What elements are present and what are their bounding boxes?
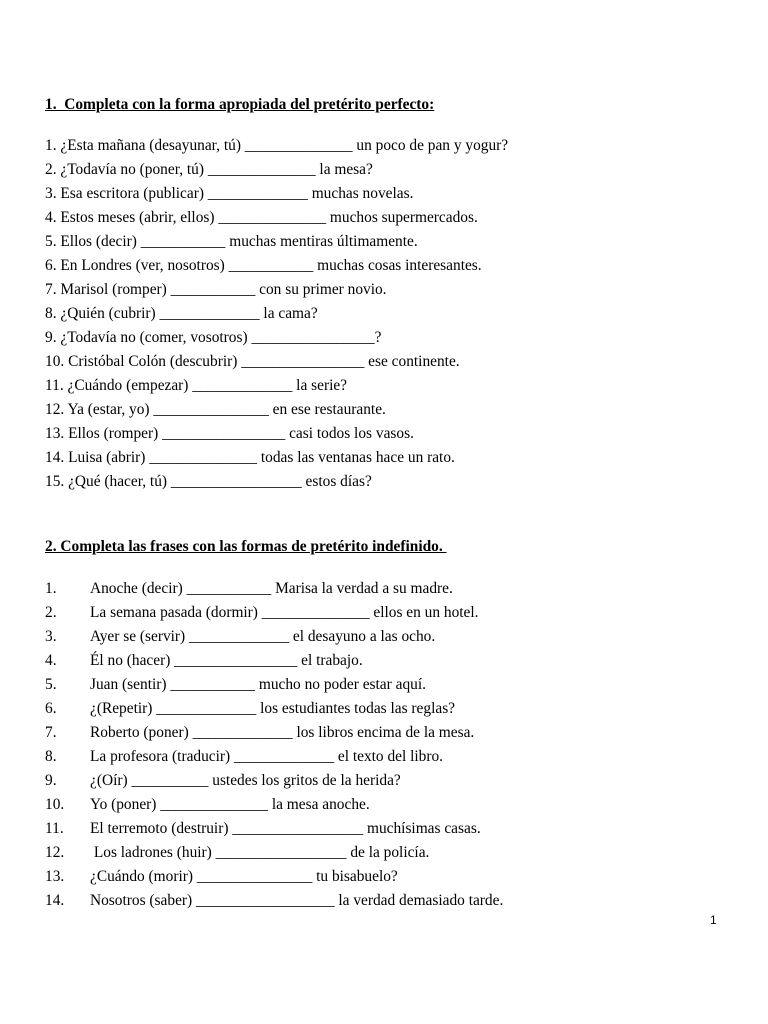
exercise-2-item	[45, 651, 503, 675]
item-number: 9.	[45, 772, 57, 789]
section-2-heading: 2. Completa las frases con las formas de pretérito indefinido.	[45, 538, 447, 555]
exercise-2-item	[45, 795, 503, 819]
item-sentence: La semana pasada (dormir) ______________ ellos en un hotel.	[90, 604, 479, 621]
item-number: 3.	[45, 628, 57, 645]
section-1-exercise-list	[45, 136, 508, 496]
exercise-1-item: 2. ¿Todavía no (poner, tú) ______________ la mesa?	[45, 161, 373, 178]
exercise-1-item: 4. Estos meses (abrir, ellos) ______________ muchos supermercados.	[45, 209, 478, 226]
exercise-1-item: 11. ¿Cuándo (empezar) _____________ la serie?	[45, 377, 348, 394]
item-number: 2.	[45, 604, 57, 621]
exercise-2-item	[45, 747, 503, 771]
exercise-2-item	[45, 579, 503, 603]
exercise-2-item	[45, 723, 503, 747]
exercise-1-item: 3. Esa escritora (publicar) _____________ muchas novelas.	[45, 185, 414, 202]
section-1-heading: 1. Completa con la forma apropiada del pretérito perfecto:	[45, 96, 435, 113]
exercise-1-item: 5. Ellos (decir) ___________ muchas mentiras últimamente.	[45, 233, 418, 250]
item-number: 5.	[45, 676, 57, 693]
item-number: 10.	[45, 796, 65, 813]
item-sentence: La profesora (traducir) _____________ el texto del libro.	[90, 748, 444, 765]
exercise-2-item	[45, 771, 503, 795]
exercise-2-item	[45, 867, 503, 891]
item-sentence: Ayer se (servir) _____________ el desayuno a las ocho.	[90, 628, 436, 645]
exercise-1-item: 15. ¿Qué (hacer, tú) _________________ estos días?	[45, 473, 372, 490]
item-sentence: ¿(Repetir) _____________ los estudiantes todas las reglas?	[90, 700, 456, 717]
item-sentence: El terremoto (destruir) _________________ muchísimas casas.	[90, 820, 481, 837]
exercise-1-item: 1. ¿Esta mañana (desayunar, tú) ______________ un poco de pan y yogur?	[45, 137, 509, 154]
item-number: 6.	[45, 700, 57, 717]
exercise-2-item	[45, 891, 503, 915]
item-sentence: Él no (hacer) ________________ el trabajo.	[90, 652, 363, 669]
exercise-2-item	[45, 843, 503, 867]
exercise-1-item: 6. En Londres (ver, nosotros) ___________ muchas cosas interesantes.	[45, 257, 482, 274]
exercise-1-item: 9. ¿Todavía no (comer, vosotros) ________________?	[45, 329, 382, 346]
item-number: 12.	[45, 844, 65, 861]
page-number: 1	[710, 913, 717, 927]
item-sentence: ¿Cuándo (morir) _______________ tu bisabuelo?	[90, 868, 398, 885]
item-sentence: Nosotros (saber) __________________ la verdad demasiado tarde.	[90, 892, 504, 909]
item-number: 13.	[45, 868, 65, 885]
exercise-2-item	[45, 699, 503, 723]
item-sentence: Los ladrones (huir) _________________ de la policía.	[90, 844, 430, 861]
exercise-1-item: 13. Ellos (romper) ________________ casi todos los vasos.	[45, 425, 414, 442]
exercise-2-item	[45, 603, 503, 627]
exercise-2-item	[45, 627, 503, 651]
item-sentence: Juan (sentir) ___________ mucho no poder estar aquí.	[90, 676, 426, 693]
exercise-1-item: 8. ¿Quién (cubrir) _____________ la cama?	[45, 305, 318, 322]
section-2-exercise-list	[45, 579, 503, 915]
exercise-2-item	[45, 819, 503, 843]
item-number: 14.	[45, 892, 65, 909]
item-sentence: Yo (poner) ______________ la mesa anoche.	[90, 796, 370, 813]
item-sentence: ¿(Oír) __________ ustedes los gritos de la herida?	[90, 772, 401, 789]
exercise-1-item: 7. Marisol (romper) ___________ con su primer novio.	[45, 281, 387, 298]
exercise-1-item: 10. Cristóbal Colón (descubrir) ________________ ese continente.	[45, 353, 460, 370]
item-number: 1.	[45, 580, 57, 597]
exercise-1-item: 12. Ya (estar, yo) _______________ en ese restaurante.	[45, 401, 386, 418]
item-number: 4.	[45, 652, 57, 669]
item-sentence: Anoche (decir) ___________ Marisa la verdad a su madre.	[90, 580, 453, 597]
item-number: 8.	[45, 748, 57, 765]
item-number: 11.	[45, 820, 64, 837]
item-sentence: Roberto (poner) _____________ los libros encima de la mesa.	[90, 724, 475, 741]
exercise-1-item: 14. Luisa (abrir) ______________ todas las ventanas hace un rato.	[45, 449, 455, 466]
item-number: 7.	[45, 724, 57, 741]
exercise-2-item	[45, 675, 503, 699]
